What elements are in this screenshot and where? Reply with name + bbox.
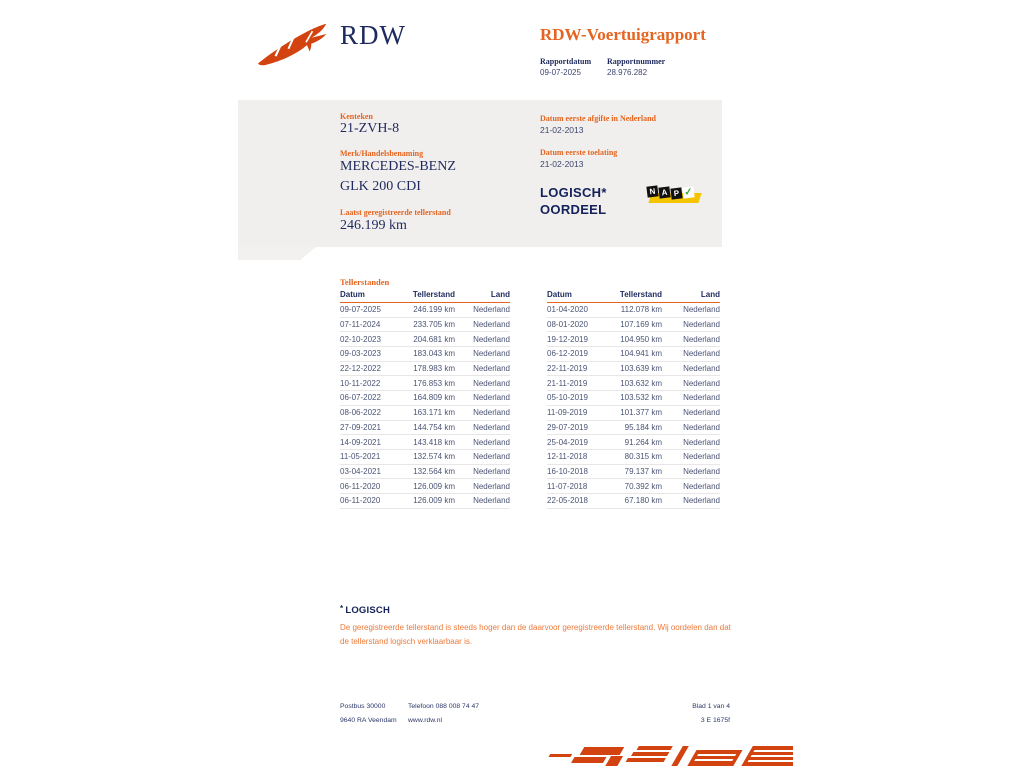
cell-tellerstand: 70.392 km bbox=[624, 481, 662, 491]
report-date-value: 09-07-2025 bbox=[540, 68, 581, 77]
report-number-label: Rapportnummer bbox=[607, 57, 666, 66]
afgifte-value: 21-02-2013 bbox=[540, 125, 584, 135]
col-header-datum: Datum bbox=[340, 290, 365, 299]
cell-datum: 03-04-2021 bbox=[340, 466, 381, 476]
cell-land: Nederland bbox=[683, 364, 720, 374]
kenteken-label: Kenteken bbox=[340, 112, 373, 121]
cell-tellerstand: 178.983 km bbox=[413, 364, 455, 374]
table-row bbox=[340, 362, 510, 377]
cell-datum: 06-11-2020 bbox=[340, 481, 381, 491]
footnote-title bbox=[340, 604, 732, 616]
cell-land: Nederland bbox=[683, 422, 720, 432]
cell-datum: 10-11-2022 bbox=[340, 378, 381, 388]
cell-tellerstand: 233.705 km bbox=[413, 320, 455, 330]
cell-land: Nederland bbox=[683, 452, 720, 462]
cell-land: Nederland bbox=[683, 496, 720, 506]
cell-tellerstand: 132.564 km bbox=[413, 466, 455, 476]
table-row bbox=[340, 318, 510, 333]
cell-land: Nederland bbox=[473, 437, 510, 447]
cell-datum: 11-09-2019 bbox=[547, 408, 588, 418]
table-row bbox=[340, 421, 510, 436]
cell-land: Nederland bbox=[473, 408, 510, 418]
cell-land: Nederland bbox=[683, 481, 720, 491]
cell-tellerstand: 126.009 km bbox=[413, 481, 455, 491]
footer-website: www.rdw.nl bbox=[408, 716, 442, 724]
cell-tellerstand: 163.171 km bbox=[413, 408, 455, 418]
table-row bbox=[547, 421, 720, 436]
table-row bbox=[547, 391, 720, 406]
cell-datum: 02-10-2023 bbox=[340, 334, 381, 344]
cell-datum: 14-09-2021 bbox=[340, 437, 381, 447]
table-row bbox=[547, 362, 720, 377]
nap-check-icon: ✓ bbox=[683, 186, 694, 199]
cell-datum: 05-10-2019 bbox=[547, 393, 588, 403]
cell-datum: 09-03-2023 bbox=[340, 349, 381, 359]
cell-datum: 06-12-2019 bbox=[547, 349, 588, 359]
odometer-table-left bbox=[340, 290, 510, 509]
tellerstand-label: Laatst geregistreerde tellerstand bbox=[340, 208, 451, 217]
cell-tellerstand: 112.078 km bbox=[620, 305, 662, 315]
cell-tellerstand: 103.632 km bbox=[620, 378, 662, 388]
cell-tellerstand: 95.184 km bbox=[624, 422, 662, 432]
cell-datum: 27-09-2021 bbox=[340, 422, 381, 432]
footer-page-number: Blad 1 van 4 bbox=[692, 703, 730, 710]
afgifte-label: Datum eerste afgifte in Nederland bbox=[540, 114, 656, 123]
cell-tellerstand: 126.009 km bbox=[413, 496, 455, 506]
table-row bbox=[340, 303, 510, 318]
logisch-footnote bbox=[340, 604, 732, 649]
cell-tellerstand: 144.754 km bbox=[413, 422, 455, 432]
cell-tellerstand: 104.950 km bbox=[620, 334, 662, 344]
footer-form-code: 3 E 1675f bbox=[700, 716, 730, 724]
table-row bbox=[340, 465, 510, 480]
toelating-label: Datum eerste toelating bbox=[540, 148, 618, 157]
cell-datum: 12-11-2018 bbox=[547, 452, 588, 462]
merk-value: MERCEDES-BENZ bbox=[340, 159, 456, 174]
cell-tellerstand: 107.169 km bbox=[620, 320, 662, 330]
table-row bbox=[547, 465, 720, 480]
cell-land: Nederland bbox=[473, 320, 510, 330]
table-row bbox=[547, 450, 720, 465]
nap-logo bbox=[646, 184, 704, 210]
vehicle-summary-panel bbox=[238, 100, 722, 247]
table-row bbox=[547, 435, 720, 450]
footer-address-line1: Postbus 30000 bbox=[340, 703, 386, 710]
table-row bbox=[547, 479, 720, 494]
col-header-land: Land bbox=[700, 290, 720, 299]
nap-letter-n: N bbox=[646, 185, 658, 197]
oordeel-line1: LOGISCH* bbox=[540, 185, 607, 200]
col-header-land: Land bbox=[490, 290, 510, 299]
cell-tellerstand: 183.043 km bbox=[413, 349, 455, 359]
cell-tellerstand: 204.681 km bbox=[413, 334, 455, 344]
table-header-row bbox=[340, 290, 510, 303]
table-row bbox=[340, 332, 510, 347]
table-header-row bbox=[547, 290, 720, 303]
nap-letter-p: P bbox=[670, 187, 682, 199]
cell-tellerstand: 101.377 km bbox=[620, 408, 662, 418]
cell-datum: 11-07-2018 bbox=[547, 481, 588, 491]
tellerstand-value: 246.199 km bbox=[340, 218, 407, 233]
cell-datum: 16-10-2018 bbox=[547, 466, 588, 476]
cell-tellerstand: 103.639 km bbox=[620, 364, 662, 374]
odometer-table-right bbox=[547, 290, 720, 509]
table-row bbox=[547, 303, 720, 318]
col-header-tellerstand: Tellerstand bbox=[412, 290, 455, 299]
cell-land: Nederland bbox=[683, 437, 720, 447]
cell-datum: 22-12-2022 bbox=[340, 364, 381, 374]
cell-datum: 21-11-2019 bbox=[547, 378, 588, 388]
cell-datum: 11-05-2021 bbox=[340, 452, 381, 462]
cell-land: Nederland bbox=[683, 334, 720, 344]
cell-tellerstand: 176.853 km bbox=[413, 378, 455, 388]
cell-tellerstand: 79.137 km bbox=[624, 466, 662, 476]
footnote-title-text: LOGISCH bbox=[345, 605, 391, 616]
cell-land: Nederland bbox=[683, 349, 720, 359]
cell-land: Nederland bbox=[473, 496, 510, 506]
cell-tellerstand: 91.264 km bbox=[624, 437, 662, 447]
col-header-tellerstand: Tellerstand bbox=[619, 290, 662, 299]
page-title: RDW-Voertuigrapport bbox=[540, 25, 706, 44]
table-row bbox=[547, 318, 720, 333]
footnote-asterisk: * bbox=[340, 604, 344, 613]
rdw-feather-logo bbox=[253, 22, 335, 70]
cell-tellerstand: 104.941 km bbox=[620, 349, 662, 359]
cell-datum: 08-01-2020 bbox=[547, 320, 588, 330]
table-row bbox=[547, 347, 720, 362]
rdw-wordmark: RDW bbox=[340, 20, 406, 50]
table-row bbox=[340, 347, 510, 362]
cell-land: Nederland bbox=[683, 320, 720, 330]
cell-land: Nederland bbox=[473, 334, 510, 344]
table-row bbox=[547, 376, 720, 391]
cell-tellerstand: 103.532 km bbox=[620, 393, 662, 403]
footer-phone: Telefoon 088 008 74 47 bbox=[408, 703, 480, 710]
table-row bbox=[340, 479, 510, 494]
oordeel-verdict bbox=[540, 184, 607, 218]
table-row bbox=[547, 494, 720, 509]
report-number-value: 28.976.282 bbox=[607, 68, 648, 77]
cell-datum: 01-04-2020 bbox=[547, 305, 588, 315]
cell-datum: 29-07-2019 bbox=[547, 422, 588, 432]
table-row bbox=[340, 494, 510, 509]
footer-address-line2: 9640 RA Veendam bbox=[340, 716, 397, 724]
cell-datum: 25-04-2019 bbox=[547, 437, 588, 447]
table-row bbox=[340, 376, 510, 391]
cell-land: Nederland bbox=[473, 364, 510, 374]
cell-datum: 09-07-2025 bbox=[340, 305, 381, 315]
cell-tellerstand: 80.315 km bbox=[624, 452, 662, 462]
cell-tellerstand: 143.418 km bbox=[413, 437, 455, 447]
cell-datum: 19-12-2019 bbox=[547, 334, 588, 344]
tellerstanden-section-title: Tellerstanden bbox=[340, 277, 390, 287]
nap-letter-a: A bbox=[658, 186, 670, 198]
cell-land: Nederland bbox=[473, 393, 510, 403]
cell-land: Nederland bbox=[473, 378, 510, 388]
cell-land: Nederland bbox=[473, 466, 510, 476]
cell-datum: 22-05-2018 bbox=[547, 496, 588, 506]
merk-label: Merk/Handelsbenaming bbox=[340, 149, 424, 158]
cell-land: Nederland bbox=[473, 481, 510, 491]
table-row bbox=[547, 332, 720, 347]
table-row bbox=[340, 435, 510, 450]
table-row bbox=[340, 450, 510, 465]
cell-land: Nederland bbox=[683, 305, 720, 315]
cell-land: Nederland bbox=[683, 408, 720, 418]
cell-datum: 08-06-2022 bbox=[340, 408, 381, 418]
cell-land: Nederland bbox=[473, 452, 510, 462]
cell-land: Nederland bbox=[473, 305, 510, 315]
oordeel-line2: OORDEEL bbox=[540, 202, 607, 217]
footnote-body: De geregistreerde tellerstand is steeds hoger dan de daarvoor geregistreerde tellerstand. Wij oordelen dan dat de tellerstand logisch verklaarbaar is. bbox=[340, 623, 731, 646]
cell-tellerstand: 164.809 km bbox=[413, 393, 455, 403]
cell-datum: 07-11-2024 bbox=[340, 320, 381, 330]
cell-land: Nederland bbox=[683, 378, 720, 388]
table-row bbox=[340, 391, 510, 406]
model-value: GLK 200 CDI bbox=[340, 179, 421, 194]
cell-land: Nederland bbox=[683, 393, 720, 403]
cell-tellerstand: 246.199 km bbox=[413, 305, 455, 315]
cell-datum: 06-11-2020 bbox=[340, 496, 381, 506]
table-row bbox=[340, 406, 510, 421]
toelating-value: 21-02-2013 bbox=[540, 159, 584, 169]
cell-datum: 06-07-2022 bbox=[340, 393, 381, 403]
report-date-label: Rapportdatum bbox=[540, 57, 592, 66]
rdw-stripes-graphic bbox=[548, 744, 793, 768]
cell-datum: 22-11-2019 bbox=[547, 364, 588, 374]
cell-land: Nederland bbox=[473, 349, 510, 359]
col-header-datum: Datum bbox=[547, 290, 572, 299]
kenteken-value: 21-ZVH-8 bbox=[340, 121, 400, 136]
cell-land: Nederland bbox=[683, 466, 720, 476]
cell-tellerstand: 67.180 km bbox=[624, 496, 662, 506]
cell-tellerstand: 132.574 km bbox=[413, 452, 455, 462]
cell-land: Nederland bbox=[473, 422, 510, 432]
table-row bbox=[547, 406, 720, 421]
